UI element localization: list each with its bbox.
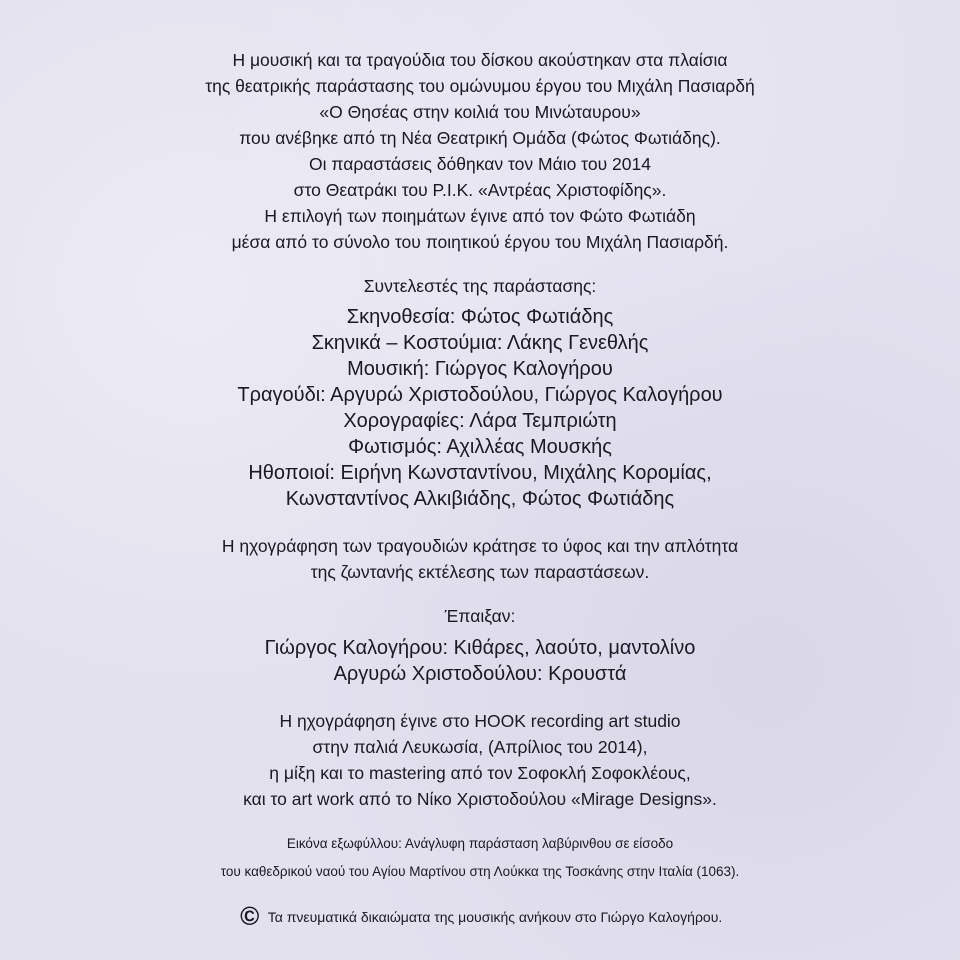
recording-note-line: Η ηχογράφηση των τραγουδιών κράτησε το ύφος και την απλότητα xyxy=(221,536,739,556)
credit-line: Μουσική: Γιώργος Καλογήρου xyxy=(347,358,613,380)
recording-info-line: η μίξη και το mastering από τον Σοφοκλή Σοφοκλέους, xyxy=(269,763,691,783)
credit-line: Χορογραφίες: Λάρα Τεμπριώτη xyxy=(343,410,617,432)
intro-line: Η επιλογή των ποιημάτων έγινε από τον Φώτο Φωτιάδη xyxy=(264,206,696,226)
copyright-notice xyxy=(0,901,960,931)
credit-line: Ηθοποιοί: Ειρήνη Κωνσταντίνου, Μιχάλης Κορομίας, xyxy=(248,462,712,484)
intro-line: Οι παραστάσεις δόθηκαν τον Μάιο του 2014 xyxy=(309,154,651,174)
recording-info-line: στην παλιά Λευκωσία, (Απρίλιος του 2014), xyxy=(312,737,648,757)
player-line: Αργυρώ Χριστοδούλου: Κρουστά xyxy=(333,663,627,685)
recording-note-line: της ζωντανής εκτέλεσης των παραστάσεων. xyxy=(310,562,650,582)
copyright-text: Τα πνευματικά δικαιώματα της μουσικής ανήκουν στο Γιώργο Καλογήρου. xyxy=(267,909,723,925)
credits-heading: Συντελεστές της παράστασης: xyxy=(363,276,597,296)
credit-line: Φωτισμός: Αχιλλέας Μουσκής xyxy=(348,436,612,458)
intro-line: στο Θεατράκι του Ρ.Ι.Κ. «Αντρέας Χριστοφίδης». xyxy=(293,180,667,200)
cover-note-line: Εικόνα εξωφύλλου: Ανάγλυφη παράσταση λαβύρινθου σε είσοδο xyxy=(286,836,674,851)
credit-line: Τραγούδι: Αργυρώ Χριστοδούλου, Γιώργος Καλογήρου xyxy=(237,384,723,406)
credit-line: Σκηνοθεσία: Φώτος Φωτιάδης xyxy=(346,306,614,328)
credit-line: Κωνσταντίνος Αλκιβιάδης, Φώτος Φωτιάδης xyxy=(285,488,675,510)
cover-note-line: του καθεδρικού ναού του Αγίου Μαρτίνου στη Λούκκα της Τοσκάνης στην Ιταλία (1063). xyxy=(220,864,740,879)
intro-line: που ανέβηκε από τη Νέα Θεατρική Ομάδα (Φώτος Φωτιάδης). xyxy=(239,128,721,148)
intro-line: μέσα από το σύνολο του ποιητικού έργου του Μιχάλη Πασιαρδή. xyxy=(231,232,729,252)
copyright-icon: © xyxy=(240,901,260,931)
intro-line: «Ο Θησέας στην κοιλιά του Μινώταυρου» xyxy=(319,102,641,122)
recording-info-line: και το art work από το Νίκο Χριστοδούλου «Mirage Designs». xyxy=(243,789,717,809)
credit-line: Σκηνικά – Κοστούμια: Λάκης Γενεθλής xyxy=(311,332,649,354)
intro-line: της θεατρικής παράστασης του ομώνυμου έργου του Μιχάλη Πασιαρδή xyxy=(205,76,755,96)
recording-info-line: Η ηχογράφηση έγινε στο HOOK recording art studio xyxy=(279,711,681,731)
players-heading: Έπαιξαν: xyxy=(444,606,516,626)
player-line: Γιώργος Καλογήρου: Κιθάρες, λαούτο, μαντολίνο xyxy=(264,637,696,659)
intro-line: Η μουσική και τα τραγούδια του δίσκου ακούστηκαν στα πλαίσια xyxy=(232,50,728,70)
